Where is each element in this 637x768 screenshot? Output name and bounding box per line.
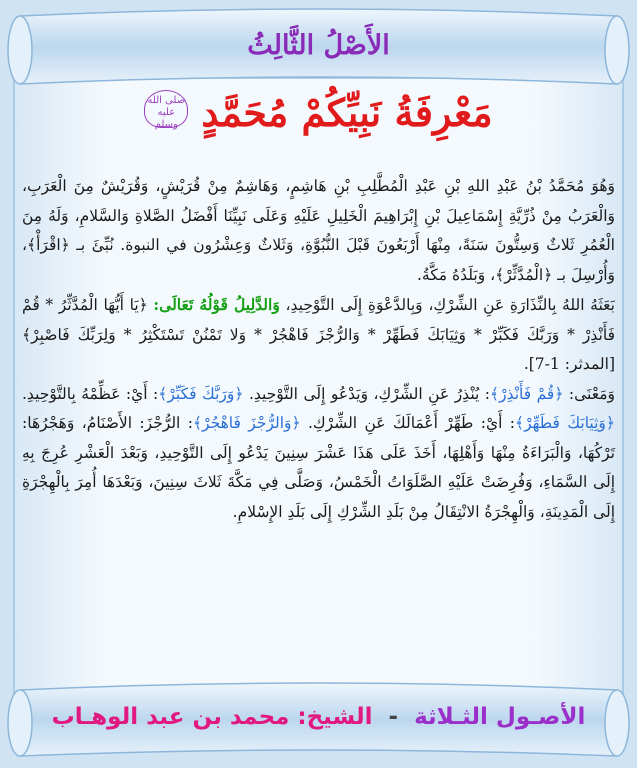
quran-verse: ﴿يَا أَيُّهَا الْمُدَّثِّرُ * قُمْ فَأَنْذِرْ * وَرَبَّكَ فَكَبِّرْ * وَثِيَابَكَ فَطَهِّرْ * وَالرُّجْزَ فَاهْجُرْ * وَلا تَمْنُنْ تَسْتَكْثِرُ * وَلِرَبِّكَ فَاصْبِرْ﴾[المدثر: 1-7].: [22, 296, 615, 373]
section-heading: الأَصْلُ الثَّالِثُ: [247, 30, 390, 61]
verse-ref-2: ﴿وَرَبَّكَ فَكَبِّرْ﴾: [158, 384, 244, 403]
meaning-4: : الرُّجْزَ: الأَصْنَامُ، وَهَجْرُهَا: تَرْكُهَا، وَالْبَرَاءَةُ مِنْهَا وَأَهْلِهَا، أَخَذَ عَلَى هَذَا عَشْرَ سِنِينَ يَدْعُو إِلَى التَّوْحِيدِ، وَبَعْدَ الْعَشْرِ عُرِجَ بِهِ إِلَى السَّمَاءِ، وَفُرِضَتْ عَلَيْهِ الصَّلَوَاتُ الْخَمْسُ، وَصَلَّى فِي مَكَّةَ ثَلاثَ سِنِينَ، وَبَعْدَهَا أُمِرَ بِالْهِجْرَةِ إِلَى الْمَدِينَةِ، وَالْهِجْرَةُ الانْتِقَالُ مِنْ بَلَدِ الشِّرْكِ إِلَى بَلَدِ الإِسْلامِ.: [22, 414, 615, 521]
paragraph-meaning: [22, 380, 615, 528]
author-name: الشيخ: محمد بن عبد الوهـاب: [51, 704, 373, 730]
mission-text: بَعَثَهُ اللهُ بِالنِّذَارَةِ عَنِ الشِّرْكِ، وَبِالدَّعْوَةِ إِلَى التَّوْحِيدِ،: [285, 296, 615, 314]
meaning-1: : يُنْذِرُ عَنِ الشِّرْكِ، وَيَدْعُو إِلَى التَّوْحِيدِ.: [248, 384, 490, 403]
article-body: [22, 172, 615, 527]
paragraph-lineage: وَهُوَ مُحَمَّدُ بْنُ عَبْدِ اللهِ بْنِ عَبْدِ الْمُطَّلِبِ بْنِ هَاشِمٍ، وَهَاشِمٌ مِنْ قُرَيْشٍ، وَقُرَيْشٌ مِنَ الْعَرَبِ، وَالْعَرَبُ مِنْ ذُرِّيَّةِ إِسْمَاعِيلَ بْنِ إِبْرَاهِيمَ الْخَلِيلِ عَلَيْهِ وَعَلَى نَبِيِّنَا أَفْضَلُ الصَّلاةِ وَالسَّلامِ، وَلَهُ مِنَ الْعُمُرِ ثَلاثٌ وَسِتُّونَ سَنَةً، مِنْهَا أَرْبَعُونَ قَبْلَ النُّبُوَّةِ، وَثَلاثٌ وَعِشْرُون في النبوة. نُبِّئَ بـ ﴿اقْرَأْ﴾، وَأُرْسِلَ بـ ﴿الْمُدَّثِّرْ﴾، وَبَلَدُهُ مَكَّةُ.: [22, 177, 615, 284]
main-title: مَعْرِفَةُ نَبِيِّكُمْ مُحَمَّدٍ: [201, 90, 493, 135]
footer-caption: [0, 704, 637, 730]
footer-separator: -: [388, 704, 399, 730]
meaning-intro: وَمَعْنَى:: [568, 384, 615, 403]
verse-ref-3: ﴿وَثِيَابَكَ فَطَهِّرْ﴾: [515, 414, 615, 432]
evidence-label: وَالدَّلِيلُ قَوْلُهُ تَعَالَى:: [153, 295, 280, 314]
paragraph-mission: [22, 290, 615, 380]
book-name: الأصـول الثـلاثة: [414, 704, 586, 730]
meaning-2: : أَيْ: عَظِّمْهُ بِالتَّوْحِيدِ.: [22, 384, 159, 403]
title-row: [0, 90, 637, 135]
salawat-seal: صلى الله عليه وسلم: [144, 90, 188, 128]
meaning-3: : أَيْ: طَهِّرْ أَعْمَالَكَ عَنِ الشِّرْكِ.: [307, 414, 516, 432]
verse-ref-4: ﴿وَالرُّجْزَ فَاهْجُرْ﴾: [192, 414, 301, 432]
verse-ref-1: ﴿قُمْ فَأَنْذِرْ﴾: [490, 384, 564, 403]
